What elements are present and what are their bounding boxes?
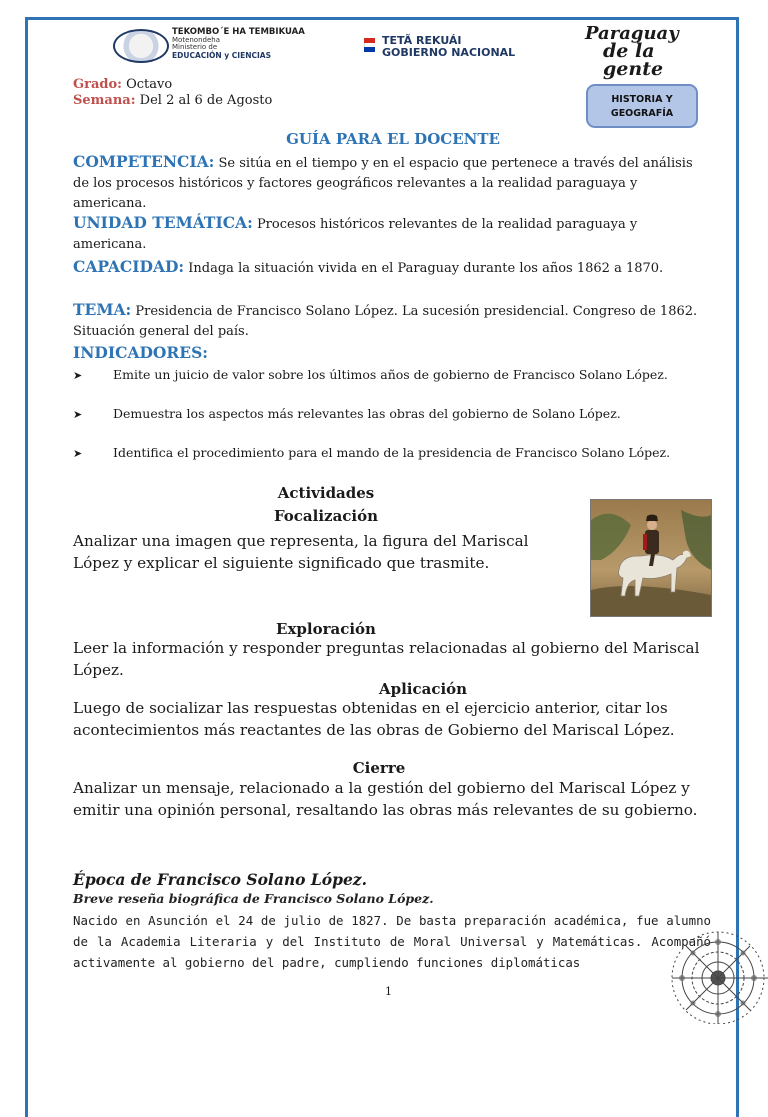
competencia-label: COMPETENCIA:: [73, 152, 215, 171]
national-seal-icon: [113, 29, 169, 63]
indicador-text: Identifica el procedimiento para el mando de la presidencia de Francisco Solano López.: [113, 445, 671, 460]
grade-label: Grado:: [73, 77, 122, 92]
grade-line: [73, 77, 172, 92]
exploracion-heading: Exploración: [276, 620, 376, 638]
actividades-heading: Actividades: [277, 484, 375, 502]
flag-icon: [364, 38, 375, 52]
indicador-item: [73, 404, 693, 424]
week-value: Del 2 al 6 de Agosto: [139, 93, 273, 108]
tema-label: TEMA:: [73, 300, 132, 319]
gov-line1: TETÃ REKUÁI: [382, 34, 462, 47]
aplicacion-heading: Aplicación: [378, 680, 468, 698]
focalizacion-heading: Focalización: [273, 507, 379, 525]
page-title: GUÍA PARA EL DOCENTE: [286, 130, 500, 148]
brand-line1: Paraguay: [585, 23, 679, 44]
week-line: [73, 93, 272, 108]
unidad-label: UNIDAD TEMÁTICA:: [73, 213, 253, 232]
exploracion-text: Leer la información y responder preguntas relacionadas al gobierno del Mariscal López.: [73, 639, 700, 679]
ministry-logo: [172, 28, 312, 59]
indicador-text: Emite un juicio de valor sobre los últimos años de gobierno de Francisco Solano López.: [113, 367, 668, 382]
ministry-line4: EDUCACIÓN y CIENCIAS: [172, 50, 272, 60]
aplicacion-text: Luego de socializar las respuestas obtenidas en el ejercicio anterior, citar los acontecimientos más reactantes de las obras de Gobierno del Mariscal López.: [73, 699, 675, 739]
biography-text: Nacido en Asunción el 24 de julio de 1827. De basta preparación académica, fue alumno de la Academia Literaria y del Instituto de Moral Universal y Matemáticas. Acompañó activamente al gobierno del padre, cumpliendo funciones diplomáticas: [73, 913, 711, 970]
cierre-heading: Cierre: [352, 759, 406, 777]
paraguay-brand-logo: [585, 23, 710, 81]
arrow-bullet-icon: ➤: [73, 408, 83, 421]
capacidad-text: Indaga la situación vivida en el Paraguay durante los años 1862 a 1870.: [188, 261, 664, 276]
ministry-line2: Motenondeha: [172, 35, 221, 44]
unidad-text: Procesos históricos relevantes de la realidad paraguaya y americana.: [73, 217, 638, 252]
equestrian-portrait-icon: [591, 500, 711, 616]
ministry-line1: TEKOMBO´E HA TEMBIKUAA: [172, 27, 305, 37]
competencia-text: Se sitúa en el tiempo y en el espacio que pertenece a través del análisis de los procesos históricos y factores geográficos relevantes a la realidad paraguaya y americana.: [73, 156, 693, 211]
page-number: 1: [385, 985, 392, 998]
government-logo: [382, 35, 515, 58]
indicador-text: Demuestra los aspectos más relevantes las obras del gobierno de Solano López.: [113, 406, 621, 421]
unidad-block: [73, 213, 709, 255]
indicadores-label: INDICADORES:: [73, 343, 209, 362]
indicador-item: [73, 443, 693, 463]
capacidad-label: CAPACIDAD:: [73, 257, 185, 276]
gov-line2: GOBIERNO NACIONAL: [382, 45, 516, 59]
arrow-bullet-icon: ➤: [73, 447, 83, 460]
ministry-line3: Ministerio de: [172, 43, 218, 52]
tema-text: Presidencia de Francisco Solano López. La sucesión presidencial. Congreso de 1862. Situación general del país.: [73, 304, 698, 339]
epoca-title: Época de Francisco Solano López.: [73, 870, 368, 889]
focalizacion-text: Analizar una imagen que representa, la figura del Mariscal López y explicar el siguiente significado que trasmite.: [73, 532, 529, 572]
lace-ornament-icon: [648, 906, 768, 1024]
competencia-block: [73, 152, 709, 214]
week-label: Semana:: [73, 93, 136, 108]
capacidad-block: [73, 257, 709, 279]
indicador-item: [73, 365, 693, 385]
brand-line2: de la gente: [603, 40, 664, 81]
grade-value: Octavo: [126, 77, 173, 92]
subject-badge: HISTORIA Y GEOGRAFÍA: [586, 84, 698, 128]
cierre-text: Analizar un mensaje, relacionado a la gestión del gobierno del Mariscal López y emitir una opinión personal, resaltando las obras más relevantes de su gobierno.: [73, 779, 698, 819]
tema-block: [73, 300, 709, 342]
arrow-bullet-icon: ➤: [73, 369, 83, 382]
epoca-subtitle: Breve reseña biográfica de Francisco Solano López.: [73, 891, 434, 906]
indicadores-heading: [73, 343, 709, 365]
mariscal-lopez-portrait: [590, 499, 712, 617]
